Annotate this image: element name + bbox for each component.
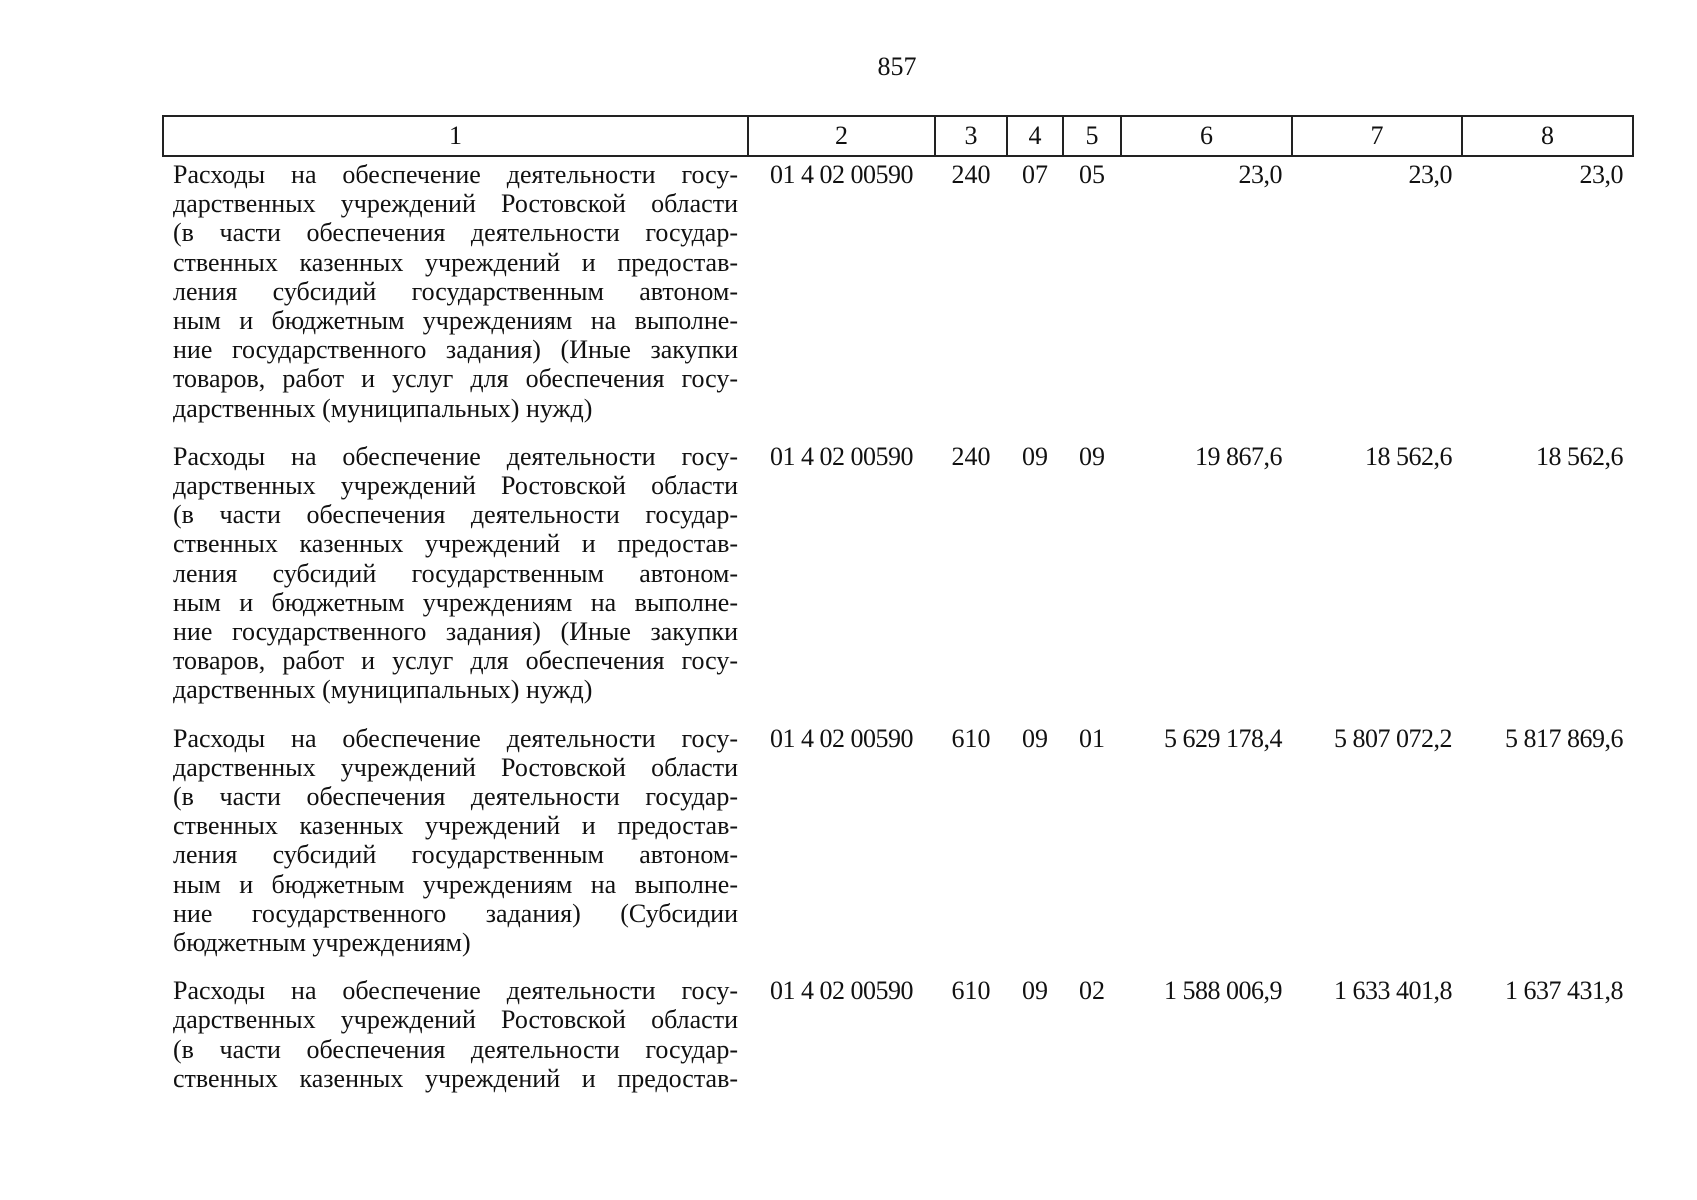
header-col-4: 4 xyxy=(1007,116,1063,156)
description-line: Расходы на обеспечение деятельности госу- xyxy=(173,723,738,753)
description-line: дарственных учреждений Ростовской области xyxy=(173,1005,738,1035)
description-line: ным и бюджетным учреждениям на выполне- xyxy=(173,587,738,617)
header-col-3: 3 xyxy=(935,116,1007,156)
description-line: дарственных (муниципальных) нужд) xyxy=(173,393,593,423)
row-amount-year2: 1 633 401,8 xyxy=(1334,976,1452,1006)
description-line: ние государственного задания) (Иные закупки xyxy=(173,617,738,647)
table-body xyxy=(163,156,1633,1109)
row-section: 09 xyxy=(1022,976,1048,1006)
row-description xyxy=(163,973,748,1109)
row-description xyxy=(163,721,748,974)
description-line: ние государственного задания) (Субсидии xyxy=(173,898,738,928)
description-line: ления субсидий государственным автоном- xyxy=(173,276,738,306)
row-section: 09 xyxy=(1022,441,1048,471)
row-expense-type: 240 xyxy=(951,441,991,471)
description-line: (в части обеспечения деятельности государ- xyxy=(173,500,738,530)
row-amount-year3: 1 637 431,8 xyxy=(1505,976,1623,1006)
page-number: 857 xyxy=(877,52,917,81)
row-amount-year1: 23,0 xyxy=(1238,160,1282,189)
row-description xyxy=(163,156,748,439)
row-subsection: 02 xyxy=(1079,976,1105,1006)
table-header xyxy=(163,116,1633,156)
row-target-code: 01 4 02 00590 xyxy=(770,441,913,471)
description-line: дарственных учреждений Ростовской области xyxy=(173,471,738,501)
header-col-8: 8 xyxy=(1462,116,1633,156)
row-section: 09 xyxy=(1022,723,1048,753)
header-col-5: 5 xyxy=(1063,116,1121,156)
row-amount-year2: 18 562,6 xyxy=(1365,441,1452,471)
row-subsection: 05 xyxy=(1079,160,1105,189)
header-row xyxy=(163,116,1633,156)
description-line: ние государственного задания) (Иные закупки xyxy=(173,335,738,365)
description-line: Расходы на обеспечение деятельности госу- xyxy=(173,976,738,1006)
description-line: ственных казенных учреждений и предостав- xyxy=(173,811,738,841)
budget-table xyxy=(162,115,1634,1109)
description-line: ным и бюджетным учреждениям на выполне- xyxy=(173,869,738,899)
description-line: ления субсидий государственным автоном- xyxy=(173,558,738,588)
table-row xyxy=(163,156,1633,439)
row-amount-year1: 1 588 006,9 xyxy=(1164,976,1282,1006)
description-line: ственных казенных учреждений и предостав- xyxy=(173,529,738,559)
description-line: бюджетным учреждениям) xyxy=(173,928,471,958)
description-line: дарственных учреждений Ростовской области xyxy=(173,752,738,782)
description-line: ственных казенных учреждений и предостав- xyxy=(173,1063,738,1093)
description-line: ственных казенных учреждений и предостав- xyxy=(173,247,738,277)
description-line: ления субсидий государственным автоном- xyxy=(173,840,738,870)
description-line: (в части обеспечения деятельности государ- xyxy=(173,1034,738,1064)
row-amount-year1: 5 629 178,4 xyxy=(1164,723,1282,753)
row-amount-year3: 5 817 869,6 xyxy=(1505,723,1623,753)
row-target-code: 01 4 02 00590 xyxy=(770,160,913,189)
row-section: 07 xyxy=(1022,160,1048,189)
header-col-6: 6 xyxy=(1121,116,1292,156)
description-line: (в части обеспечения деятельности государ- xyxy=(173,218,738,248)
header-col-2: 2 xyxy=(748,116,935,156)
row-target-code: 01 4 02 00590 xyxy=(770,723,913,753)
row-amount-year3: 18 562,6 xyxy=(1536,441,1623,471)
row-amount-year2: 23,0 xyxy=(1408,160,1452,189)
row-amount-year2: 5 807 072,2 xyxy=(1334,723,1452,753)
row-expense-type: 240 xyxy=(951,160,991,189)
table-row xyxy=(163,973,1633,1109)
header-col-7: 7 xyxy=(1292,116,1462,156)
description-line: (в части обеспечения деятельности государ- xyxy=(173,782,738,812)
description-line: дарственных (муниципальных) нужд) xyxy=(173,675,593,705)
description-line: Расходы на обеспечение деятельности госу- xyxy=(173,441,738,471)
table-row xyxy=(163,439,1633,721)
description-line: товаров, работ и услуг для обеспечения госу- xyxy=(173,364,738,394)
row-amount-year3: 23,0 xyxy=(1579,160,1623,189)
row-subsection: 01 xyxy=(1079,723,1105,753)
table-row xyxy=(163,721,1633,974)
row-target-code: 01 4 02 00590 xyxy=(770,976,913,1006)
row-expense-type: 610 xyxy=(951,723,991,753)
row-description xyxy=(163,439,748,721)
description-line: ным и бюджетным учреждениям на выполне- xyxy=(173,306,738,336)
description-line: дарственных учреждений Ростовской области xyxy=(173,189,738,219)
header-col-1: 1 xyxy=(163,116,748,156)
row-subsection: 09 xyxy=(1079,441,1105,471)
description-line: Расходы на обеспечение деятельности госу- xyxy=(173,160,738,189)
row-amount-year1: 19 867,6 xyxy=(1195,441,1282,471)
description-line: товаров, работ и услуг для обеспечения госу- xyxy=(173,646,738,676)
row-expense-type: 610 xyxy=(951,976,991,1006)
